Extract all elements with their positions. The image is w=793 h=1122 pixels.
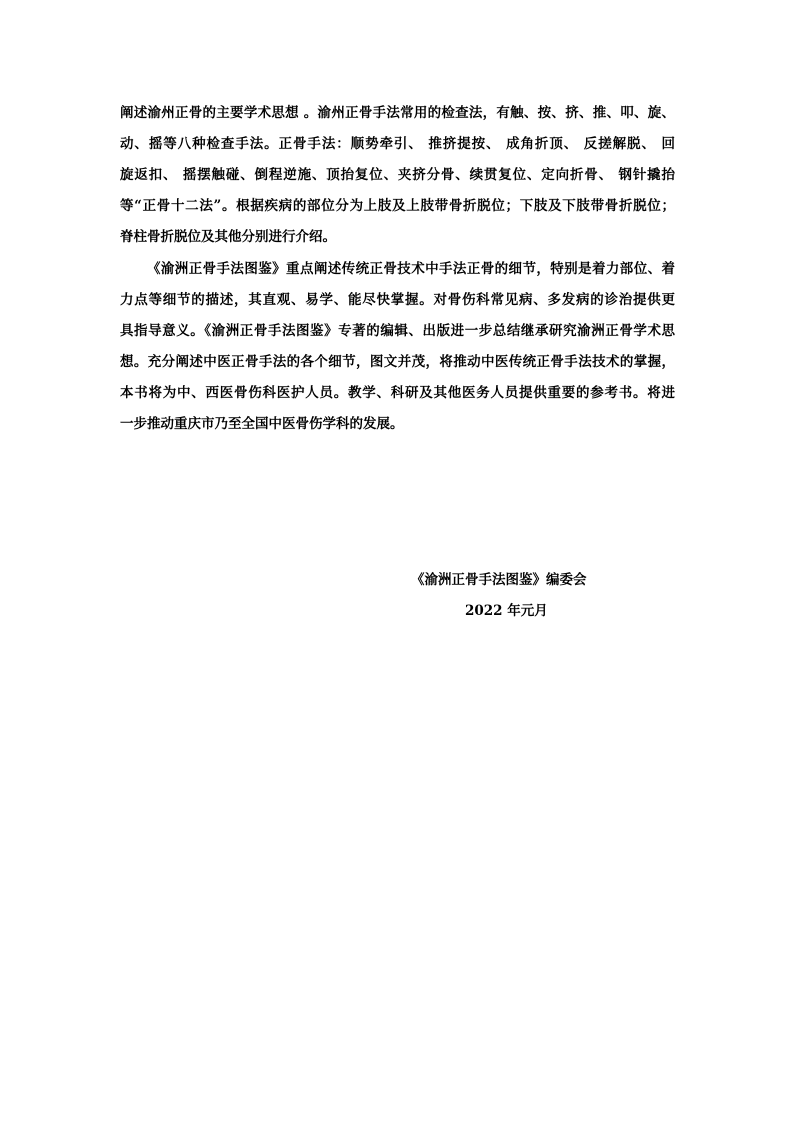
paragraph-1-line: 等“正骨十二法”。根据疾病的部位分为上肢及上肢带骨折脱位；下肢及下肢带骨折脱位； xyxy=(120,198,675,214)
paragraph-2-line: 一步推动重庆市乃至全国中医骨伤学科的发展。 xyxy=(120,416,404,432)
paragraph-2-line: 力点等细节的描述，其直观、易学、能尽快掌握。对骨伤科常见病、多发病的诊治提供更 xyxy=(120,292,675,308)
paragraph-2-line: 想。充分阐述中医正骨手法的各个细节，图文并茂，将推动中医传统正骨手法技术的掌握， xyxy=(120,354,675,370)
signature-committee: 《渝洲正骨手法图鉴》编委会 xyxy=(411,572,587,588)
paragraph-1-line: 旋返扣、 摇摆触碰、倒程逆施、顶抬复位、夹挤分骨、续贯复位、定向折骨、 钢针撬抬 xyxy=(120,167,675,183)
paragraph-1-line: 阐述渝州正骨的主要学术思想 。渝州正骨手法常用的检查法，有触、按、挤、推、叩、旋、 xyxy=(120,105,675,121)
signature-date: 2022 年元月 xyxy=(465,603,548,619)
paragraph-2-line: 《渝洲正骨手法图鉴》重点阐述传统正骨技术中手法正骨的细节，特别是着力部位、着 xyxy=(147,261,675,277)
paragraph-1-line: 脊柱骨折脱位及其他分别进行介绍。 xyxy=(120,229,336,245)
paragraph-2-line: 本书将为中、西医骨伤科医护人员。教学、科研及其他医务人员提供重要的参考书。将进 xyxy=(120,385,675,401)
paragraph-2-line: 具指导意义。《渝洲正骨手法图鉴》专著的编辑、出版进一步总结继承研究渝洲正骨学术思 xyxy=(120,323,675,339)
paragraph-1-line: 动、摇等八种检查手法。正骨手法：顺势牵引、 推挤提按、 成角折顶、 反搓解脱、 回 xyxy=(120,136,675,152)
